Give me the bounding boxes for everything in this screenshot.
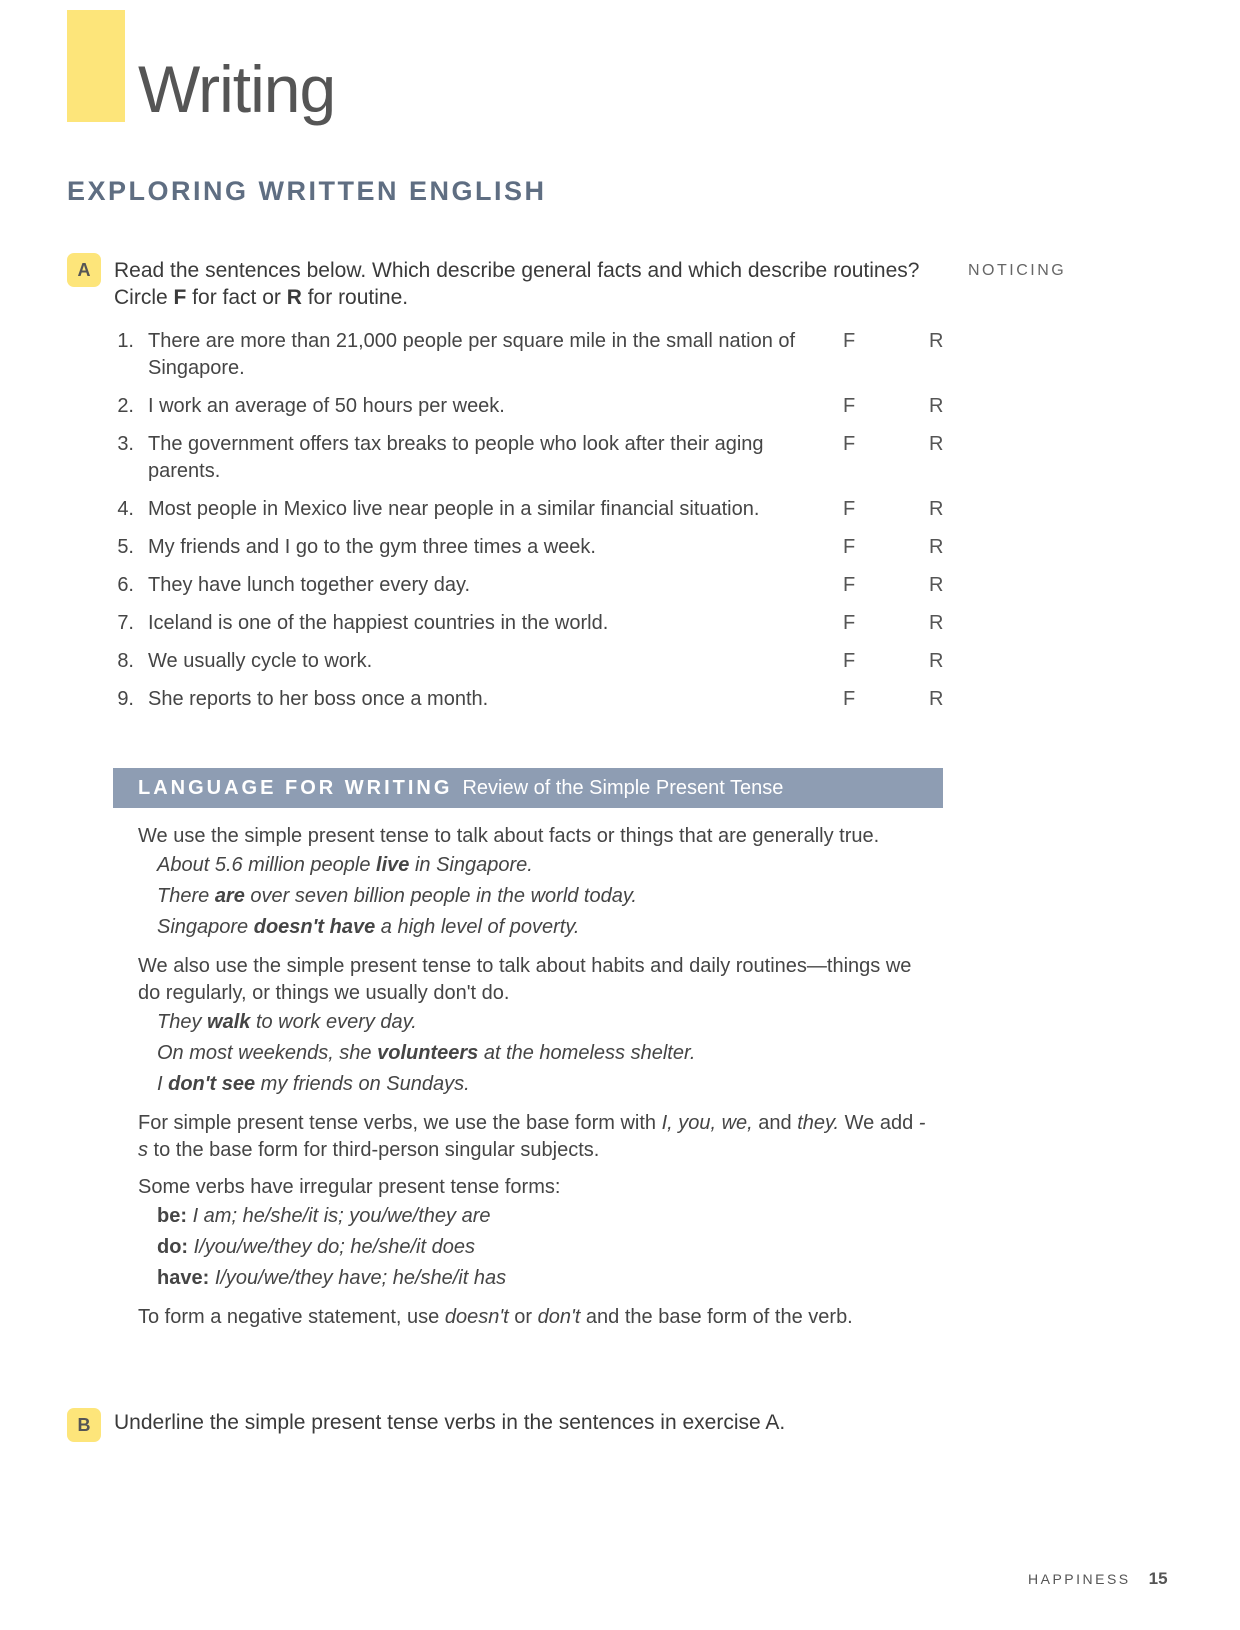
page-number: 15 <box>1148 1569 1168 1588</box>
item-text: We usually cycle to work. <box>148 650 373 672</box>
item-text: Iceland is one of the happiest countries in the world. <box>148 612 609 634</box>
grammar-paragraph-1 <box>138 823 928 943</box>
irregular-verb-row: have: I/you/we/they have; he/she/it has <box>157 1267 507 1289</box>
example-sentence: Singapore doesn't have a high level of poverty. <box>157 916 580 938</box>
irregular-verb-row: be: I am; he/she/it is; you/we/they are <box>157 1205 491 1227</box>
list-item <box>112 572 952 599</box>
item-number: 3. <box>117 433 134 455</box>
routine-option[interactable]: R <box>929 688 944 710</box>
fact-option[interactable]: F <box>843 330 856 352</box>
section-heading: EXPLORING WRITTEN ENGLISH <box>67 176 547 206</box>
routine-option[interactable]: R <box>929 330 944 352</box>
language-for-writing-label: LANGUAGE FOR WRITING <box>138 777 453 799</box>
routine-option[interactable]: R <box>929 650 944 672</box>
grammar-explanation <box>138 823 928 1341</box>
exercise-b-instruction: Underline the simple present tense verbs in the sentences in exercise A. <box>114 1411 786 1434</box>
grammar-text: Some verbs have irregular present tense forms: <box>138 1176 561 1198</box>
list-item <box>112 534 952 561</box>
list-item <box>112 610 952 637</box>
language-for-writing-subtitle: Review of the Simple Present Tense <box>462 777 784 799</box>
list-item <box>112 328 952 382</box>
routine-option[interactable]: R <box>929 498 944 520</box>
grammar-paragraph-3: For simple present tense verbs, we use the base form with I, you, we, and they. We add -s to the base form for third-person singular subjects. <box>138 1112 926 1161</box>
item-text: The government offers tax breaks to people who look after their aging parents. <box>148 433 764 482</box>
routine-option[interactable]: R <box>929 433 944 455</box>
fact-option[interactable]: F <box>843 433 856 455</box>
exercise-b-badge: B <box>67 1408 101 1442</box>
item-number: 4. <box>117 498 134 520</box>
exercise-a-badge: A <box>67 253 101 287</box>
item-text: My friends and I go to the gym three times a week. <box>148 536 596 558</box>
instruction-line-2c: for routine. <box>301 286 409 309</box>
page-title: Writing <box>138 52 336 126</box>
instruction-line-1: Read the sentences below. Which describe general facts and which describe routines? <box>114 259 920 282</box>
grammar-paragraph-2 <box>138 953 928 1100</box>
list-item <box>112 431 952 485</box>
fact-option[interactable]: F <box>843 612 856 634</box>
item-number: 1. <box>117 330 134 352</box>
list-item <box>112 496 952 523</box>
routine-option[interactable]: R <box>929 395 944 417</box>
routine-option[interactable]: R <box>929 574 944 596</box>
irregular-verb-row: do: I/you/we/they do; he/she/it does <box>157 1236 475 1258</box>
title-accent-block <box>67 10 125 122</box>
routine-option[interactable]: R <box>929 536 944 558</box>
grammar-text: We use the simple present tense to talk about facts or things that are generally true. <box>138 825 880 847</box>
item-text: There are more than 21,000 people per square mile in the small nation of Singapore. <box>148 330 796 379</box>
exercise-a-list <box>112 328 952 713</box>
fact-option[interactable]: F <box>843 536 856 558</box>
grammar-text: We also use the simple present tense to talk about habits and daily routines—things we do regularly, or things we usually don't do. <box>138 955 912 1004</box>
routine-option[interactable]: R <box>929 612 944 634</box>
page-footer <box>1028 1569 1168 1589</box>
example-sentence: There are over seven billion people in the world today. <box>157 885 637 907</box>
instruction-line-2b: for fact or <box>186 286 287 309</box>
list-item <box>112 686 952 713</box>
list-item <box>112 648 952 675</box>
example-sentence: On most weekends, she volunteers at the homeless shelter. <box>157 1042 696 1064</box>
noticing-label: NOTICING <box>968 262 1067 279</box>
instruction-f: F <box>173 286 187 309</box>
instruction-r: R <box>286 286 302 309</box>
item-number: 2. <box>117 395 134 417</box>
grammar-paragraph-4 <box>138 1174 928 1294</box>
item-number: 7. <box>117 612 134 634</box>
footer-chapter-label: HAPPINESS <box>1028 1571 1131 1587</box>
instruction-line-2a: Circle <box>114 286 174 309</box>
exercise-a-instruction <box>114 257 944 311</box>
list-item <box>112 393 952 420</box>
fact-option[interactable]: F <box>843 688 856 710</box>
item-text: She reports to her boss once a month. <box>148 688 489 710</box>
fact-option[interactable]: F <box>843 650 856 672</box>
item-number: 6. <box>117 574 134 596</box>
item-text: They have lunch together every day. <box>148 574 471 596</box>
item-text: Most people in Mexico live near people in a similar financial situation. <box>148 498 760 520</box>
fact-option[interactable]: F <box>843 574 856 596</box>
grammar-paragraph-5: To form a negative statement, use doesn't or don't and the base form of the verb. <box>138 1306 853 1328</box>
fact-option[interactable]: F <box>843 498 856 520</box>
example-sentence: They walk to work every day. <box>157 1011 417 1033</box>
item-text: I work an average of 50 hours per week. <box>148 395 505 417</box>
item-number: 8. <box>117 650 134 672</box>
item-number: 5. <box>117 536 134 558</box>
fact-option[interactable]: F <box>843 395 856 417</box>
language-for-writing-header <box>113 768 943 808</box>
example-sentence: About 5.6 million people live in Singapore. <box>157 854 533 876</box>
example-sentence: I don't see my friends on Sundays. <box>157 1073 470 1095</box>
item-number: 9. <box>117 688 134 710</box>
